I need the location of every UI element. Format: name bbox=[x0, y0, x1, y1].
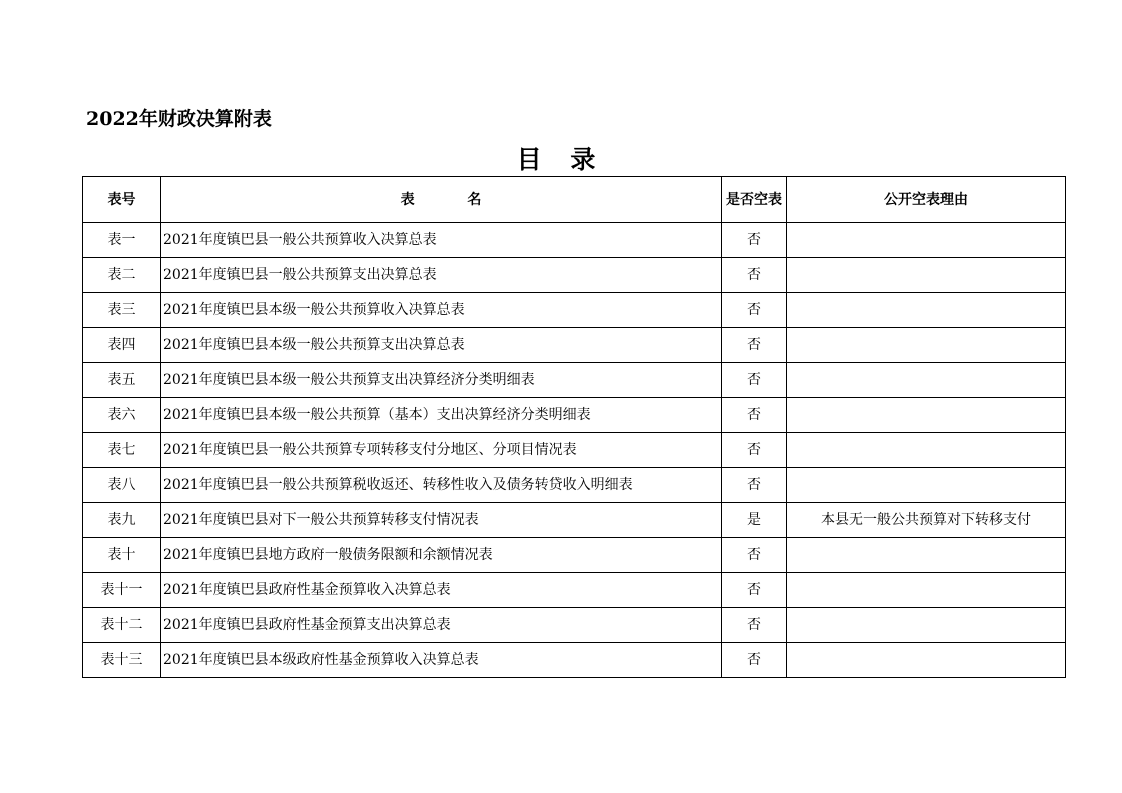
row-number-cell: 表五 bbox=[83, 363, 161, 398]
row-reason-cell bbox=[787, 433, 1066, 468]
row-is-empty-cell: 否 bbox=[722, 258, 787, 293]
table-row bbox=[83, 643, 1066, 678]
table-row bbox=[83, 573, 1066, 608]
row-is-empty-cell: 否 bbox=[722, 468, 787, 503]
row-reason-cell bbox=[787, 293, 1066, 328]
row-is-empty-cell: 否 bbox=[722, 643, 787, 678]
row-name-cell: 2021年度镇巴县政府性基金预算收入决算总表 bbox=[161, 573, 722, 608]
row-number-cell: 表六 bbox=[83, 398, 161, 433]
row-name-cell: 2021年度镇巴县一般公共预算收入决算总表 bbox=[161, 223, 722, 258]
table-row bbox=[83, 468, 1066, 503]
header-number: 表号 bbox=[83, 177, 161, 223]
row-name-cell: 2021年度镇巴县对下一般公共预算转移支付情况表 bbox=[161, 503, 722, 538]
table-row bbox=[83, 398, 1066, 433]
row-reason-cell bbox=[787, 328, 1066, 363]
page-title: 目 录 bbox=[516, 145, 606, 174]
row-number-cell: 表十二 bbox=[83, 608, 161, 643]
row-reason-cell bbox=[787, 223, 1066, 258]
row-is-empty-cell: 否 bbox=[722, 328, 787, 363]
row-name-cell: 2021年度镇巴县本级一般公共预算支出决算总表 bbox=[161, 328, 722, 363]
row-number-cell: 表三 bbox=[83, 293, 161, 328]
row-number-cell: 表四 bbox=[83, 328, 161, 363]
row-reason-cell bbox=[787, 258, 1066, 293]
row-number-cell: 表二 bbox=[83, 258, 161, 293]
row-reason-cell: 本县无一般公共预算对下转移支付 bbox=[787, 503, 1066, 538]
row-reason-cell bbox=[787, 468, 1066, 503]
row-is-empty-cell: 否 bbox=[722, 538, 787, 573]
row-name-cell: 2021年度镇巴县本级一般公共预算收入决算总表 bbox=[161, 293, 722, 328]
row-is-empty-cell: 否 bbox=[722, 433, 787, 468]
row-reason-cell bbox=[787, 573, 1066, 608]
row-number-cell: 表十 bbox=[83, 538, 161, 573]
document-heading: 2022年财政决算附表 bbox=[86, 108, 272, 130]
row-is-empty-cell: 是 bbox=[722, 503, 787, 538]
row-reason-cell bbox=[787, 643, 1066, 678]
row-name-cell: 2021年度镇巴县一般公共预算支出决算总表 bbox=[161, 258, 722, 293]
table-row bbox=[83, 258, 1066, 293]
table-row bbox=[83, 538, 1066, 573]
table-row bbox=[83, 433, 1066, 468]
row-name-cell: 2021年度镇巴县政府性基金预算支出决算总表 bbox=[161, 608, 722, 643]
row-reason-cell bbox=[787, 538, 1066, 573]
table-row bbox=[83, 223, 1066, 258]
row-number-cell: 表九 bbox=[83, 503, 161, 538]
row-number-cell: 表一 bbox=[83, 223, 161, 258]
header-name: 表 名 bbox=[161, 177, 722, 223]
row-number-cell: 表八 bbox=[83, 468, 161, 503]
row-is-empty-cell: 否 bbox=[722, 573, 787, 608]
row-is-empty-cell: 否 bbox=[722, 223, 787, 258]
row-is-empty-cell: 否 bbox=[722, 363, 787, 398]
row-name-cell: 2021年度镇巴县一般公共预算税收返还、转移性收入及债务转贷收入明细表 bbox=[161, 468, 722, 503]
table-row bbox=[83, 293, 1066, 328]
row-name-cell: 2021年度镇巴县一般公共预算专项转移支付分地区、分项目情况表 bbox=[161, 433, 722, 468]
table-row bbox=[83, 608, 1066, 643]
table-header-row bbox=[83, 177, 1066, 223]
row-reason-cell bbox=[787, 363, 1066, 398]
header-reason: 公开空表理由 bbox=[787, 177, 1066, 223]
row-name-cell: 2021年度镇巴县地方政府一般债务限额和余额情况表 bbox=[161, 538, 722, 573]
row-reason-cell bbox=[787, 398, 1066, 433]
row-name-cell: 2021年度镇巴县本级政府性基金预算收入决算总表 bbox=[161, 643, 722, 678]
table-row bbox=[83, 363, 1066, 398]
table-row bbox=[83, 503, 1066, 538]
row-is-empty-cell: 否 bbox=[722, 608, 787, 643]
row-number-cell: 表十一 bbox=[83, 573, 161, 608]
header-is-empty: 是否空表 bbox=[722, 177, 787, 223]
row-name-cell: 2021年度镇巴县本级一般公共预算支出决算经济分类明细表 bbox=[161, 363, 722, 398]
row-reason-cell bbox=[787, 608, 1066, 643]
toc-table bbox=[82, 176, 1066, 678]
row-is-empty-cell: 否 bbox=[722, 398, 787, 433]
row-number-cell: 表十三 bbox=[83, 643, 161, 678]
table-row bbox=[83, 328, 1066, 363]
row-name-cell: 2021年度镇巴县本级一般公共预算（基本）支出决算经济分类明细表 bbox=[161, 398, 722, 433]
row-number-cell: 表七 bbox=[83, 433, 161, 468]
row-is-empty-cell: 否 bbox=[722, 293, 787, 328]
